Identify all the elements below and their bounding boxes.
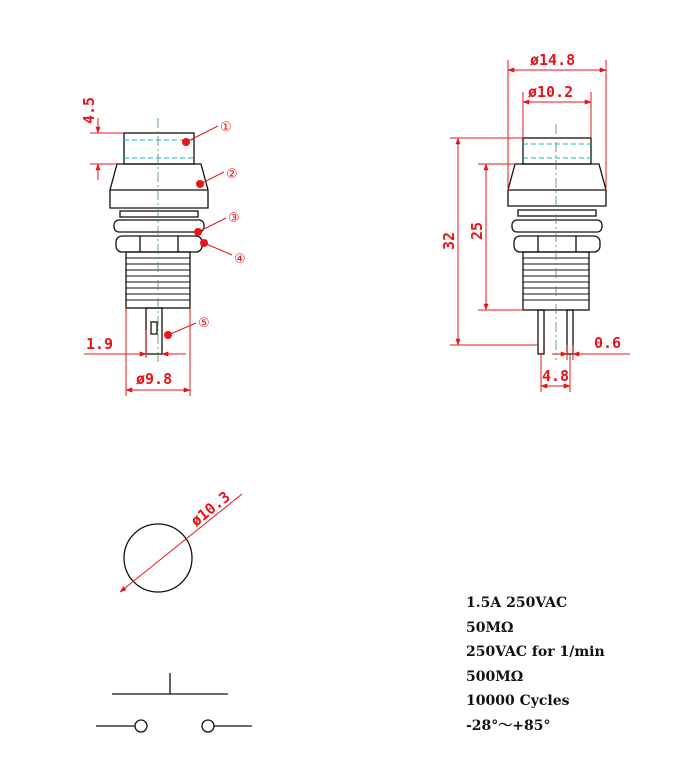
pin-offset-label: 1.9 xyxy=(86,335,114,353)
spec-insulation-resistance: 500MΩ xyxy=(466,668,524,685)
thread-dia-label: ø9.8 xyxy=(136,370,173,388)
spec-rating: 1.5A 250VAC xyxy=(466,595,568,611)
spec-temperature-range: -28°～+85° xyxy=(466,717,551,734)
callout-4: ④ xyxy=(234,252,246,267)
front-view xyxy=(80,97,246,396)
total-height-label: 32 xyxy=(440,231,458,250)
spec-dielectric-strength: 250VAC for 1/min xyxy=(466,644,605,660)
push-button-symbol-icon xyxy=(96,673,252,732)
outer-dia-label: ø14.8 xyxy=(530,51,576,69)
callout-3: ③ xyxy=(228,211,240,226)
electrical-specs xyxy=(466,591,605,738)
callout-5: ⑤ xyxy=(198,316,210,331)
cap-height-label: 4.5 xyxy=(80,96,98,124)
spec-contact-resistance: 50MΩ xyxy=(466,619,514,636)
side-view xyxy=(440,51,630,392)
cap-dia-label: ø10.2 xyxy=(528,83,574,101)
pin-spacing-label: 4.8 xyxy=(542,367,570,385)
pin-thickness-label: 0.6 xyxy=(594,334,622,352)
spec-life-cycles: 10000 Cycles xyxy=(466,693,570,709)
callout-1: ① xyxy=(220,120,232,135)
callout-2: ② xyxy=(226,167,238,182)
hole-dia-label: ø10.3 xyxy=(187,487,234,531)
panel-cutout xyxy=(120,488,242,592)
body-height-label: 25 xyxy=(468,221,486,240)
